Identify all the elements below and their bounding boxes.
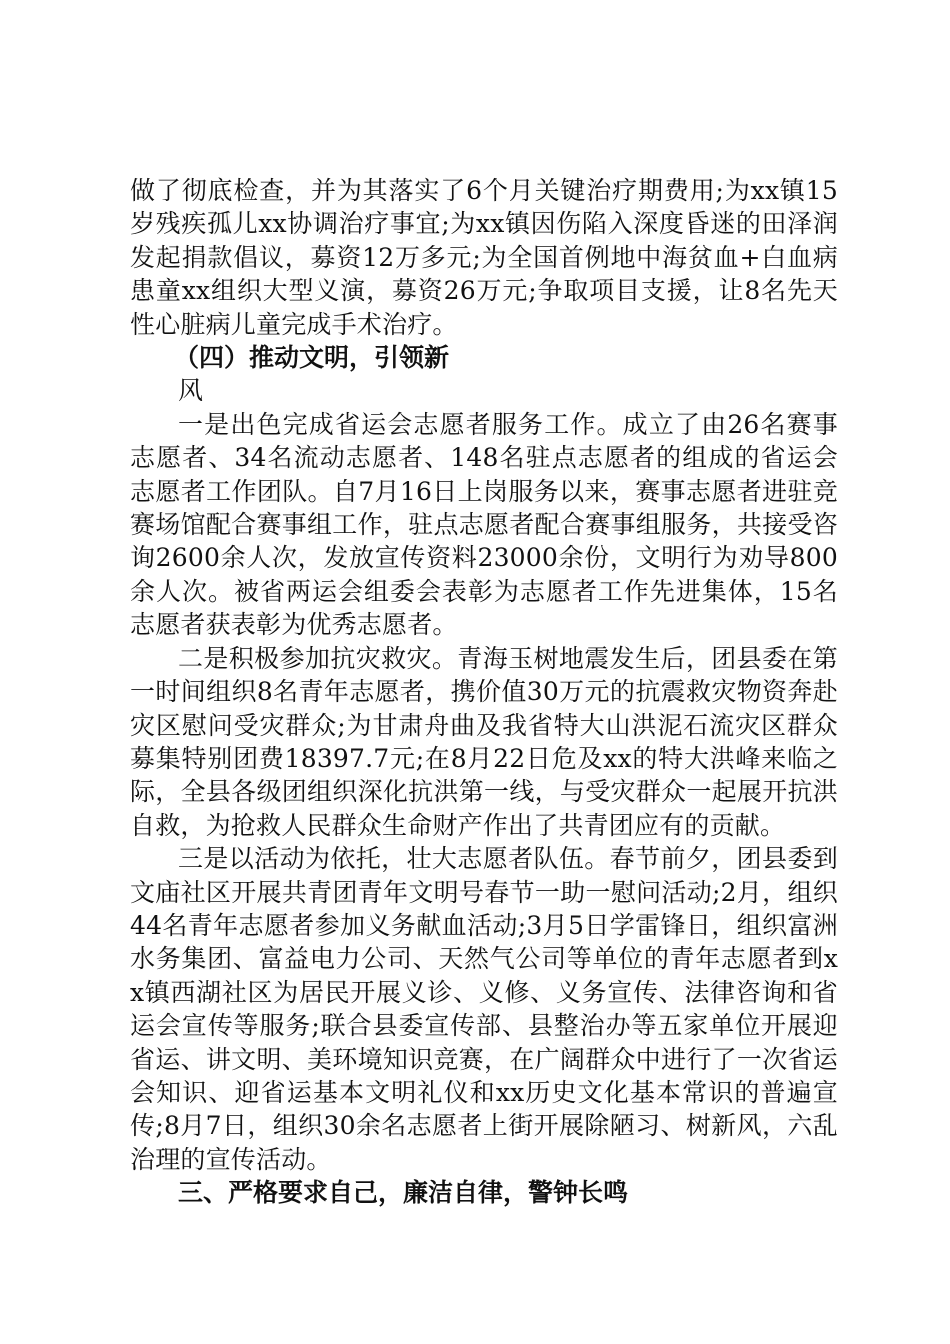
section-heading-self-discipline: 三、严格要求自己，廉洁自律，警钟长鸣: [178, 1178, 629, 1208]
paragraph-volunteer-activities: 三是以活动为依托，壮大志愿者队伍。春节前夕，团县委到文庙社区开展共青团青年文明号春节一助一慰问活动;2月，组织44名青年志愿者参加义务献血活动;3月5日学雷锋日，组织富洲水务集团、富益电力公司、天然气公司等单位的青年志愿者到xx镇西湖社区为居民开展义诊、义修、义务宣传、法律咨询和省运会宣传等服务;联合县委宣传部、县整治办等五家单位开展迎省运、讲文明、美环境知识竞赛，在广阔群众中进行了一次省运会知识、迎省运基本文明礼仪和xx历史文化基本常识的普遍宣传;8月7日，组织30余名志愿者上街开展除陋习、树新风，六乱治理的宣传活动。: [130, 844, 838, 1174]
section-heading-civilization-tail: 风: [178, 376, 204, 406]
paragraph-disaster-relief: 二是积极参加抗灾救灾。青海玉树地震发生后，团县委在第一时间组织8名青年志愿者，携价值30万元的抗震救灾物资奔赴灾区慰问受灾群众;为甘肃舟曲及我省特大山洪泥石流灾区群众募集特别团费18397.7元;在8月22日危及xx的特大洪峰来临之际，全县各级团组织深化抗洪第一线，与受灾群众一起展开抗洪自救，为抢救人民群众生命财产作出了共青团应有的贡献。: [130, 643, 838, 840]
paragraph-games-volunteers: 一是出色完成省运会志愿者服务工作。成立了由26名赛事志愿者、34名流动志愿者、148名驻点志愿者的组成的省运会志愿者工作团队。自7月16日上岗服务以来，赛事志愿者进驻竞赛场馆配合赛事组工作，驻点志愿者配合赛事组服务，共接受咨询2600余人次，发放宣传资料23000余份，文明行为劝导800余人次。被省两运会组委会表彰为志愿者工作先进集体，15名志愿者获表彰为优秀志愿者。: [130, 409, 838, 640]
paragraph-medical-aid: 做了彻底检查，并为其落实了6个月关键治疗期费用;为xx镇15岁残疾孤儿xx协调治疗事宜;为xx镇因伤陷入深度昏迷的田泽润发起捐款倡议，募资12万多元;为全国首例地中海贫血+白血病患童xx组织大型义演，募资26万元;争取项目支援，让8名先天性心脏病儿童完成手术治疗。: [130, 176, 838, 339]
section-heading-civilization: （四）推动文明，引领新: [174, 343, 450, 373]
document-body: [130, 174, 838, 1210]
